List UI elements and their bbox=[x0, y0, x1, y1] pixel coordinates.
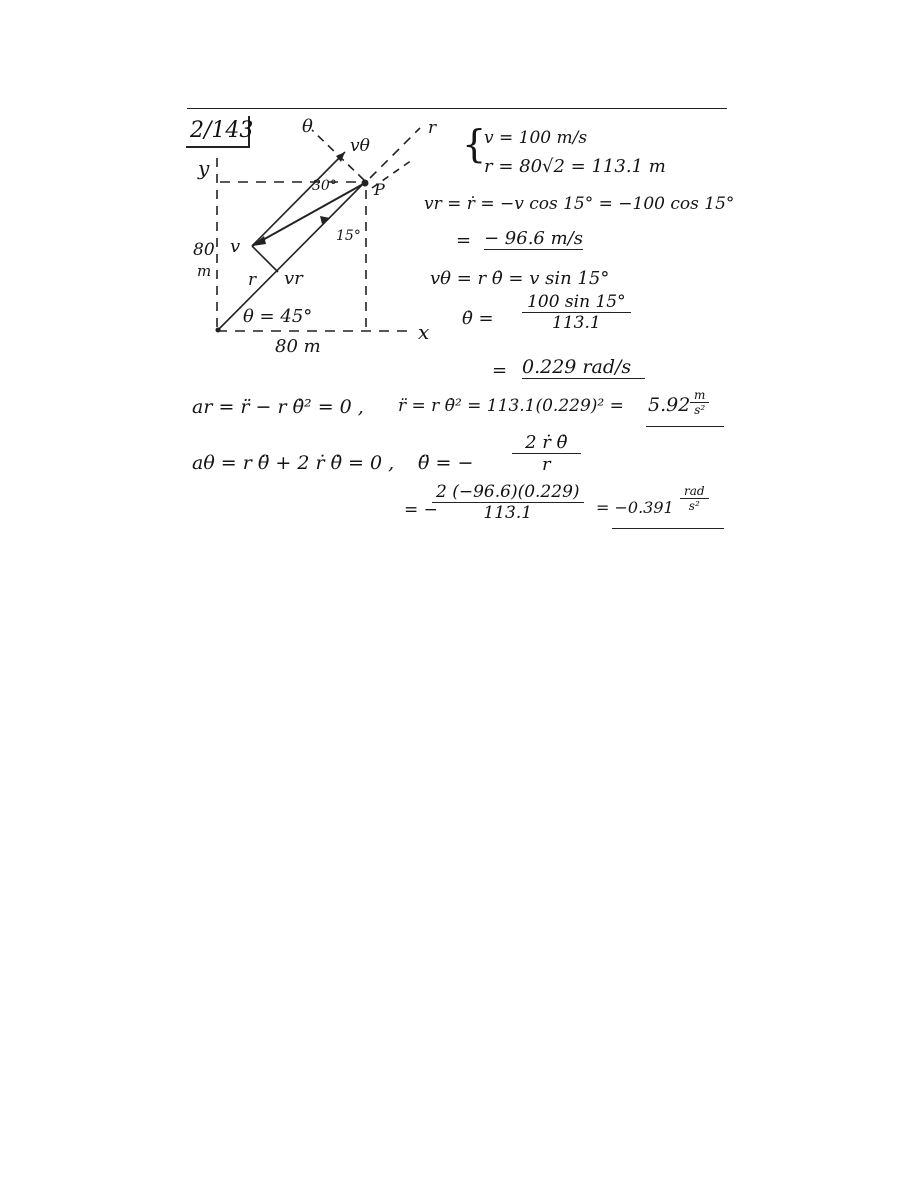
thetadot-equals: = bbox=[492, 360, 508, 381]
r-direction-line bbox=[370, 128, 420, 178]
origin-dot bbox=[216, 328, 221, 333]
height-value-label: 80 bbox=[193, 240, 215, 260]
angle-30-label: 30° bbox=[312, 178, 337, 194]
thetaddot-denominator: r bbox=[512, 453, 581, 475]
v-arrowhead bbox=[252, 236, 266, 246]
rddot-equation: r̈ = r θ̇² = 113.1(0.229)² = bbox=[398, 396, 624, 416]
rddot-unit-numerator: m bbox=[694, 388, 706, 402]
thetadot-fraction bbox=[522, 292, 631, 333]
atheta-equation: aθ = r θ̈ + 2 ṙ θ̇ = 0 , bbox=[192, 452, 395, 474]
thetaddot-numerator: 2 ṙ θ̇ bbox=[525, 432, 568, 453]
thetaddot-lhs: θ̈ = − bbox=[418, 452, 474, 474]
r-arrow-label: r bbox=[248, 270, 257, 290]
thetadot-result: 0.229 rad/s bbox=[522, 356, 645, 379]
final-value: = −0.391 bbox=[596, 498, 674, 517]
vr-equals: = bbox=[456, 230, 472, 251]
rddot-result: 5.92 bbox=[648, 394, 691, 416]
height-unit-label: m bbox=[197, 262, 212, 280]
problem-number: 2/143 bbox=[190, 118, 254, 143]
point-p-label: P bbox=[374, 180, 385, 199]
v-theta-label: vθ bbox=[350, 136, 370, 156]
given-brace: { bbox=[462, 122, 487, 166]
vtheta-equation: vθ = r θ̇ = v sin 15° bbox=[430, 268, 610, 289]
final-denominator: 113.1 bbox=[432, 502, 584, 523]
thetadot-denominator: 113.1 bbox=[522, 312, 631, 333]
vtheta-component bbox=[252, 152, 345, 246]
angle-15-label: 15° bbox=[336, 228, 361, 244]
y-axis-label: y bbox=[198, 156, 210, 180]
rddot-result-underline bbox=[646, 426, 724, 427]
rddot-unit bbox=[690, 388, 709, 417]
final-result-underline bbox=[612, 528, 724, 529]
point-p-dot bbox=[362, 180, 369, 187]
ar-equation: ar = r̈ − r θ̇² = 0 , bbox=[192, 396, 364, 418]
r-direction-label: r bbox=[428, 118, 437, 138]
final-unit bbox=[680, 484, 709, 513]
theta-direction-label: θ bbox=[302, 116, 313, 137]
vr-component bbox=[252, 246, 278, 272]
final-fraction bbox=[432, 482, 584, 523]
v-label: v bbox=[230, 236, 241, 257]
base-length-label: 80 m bbox=[275, 336, 321, 357]
given-velocity: v = 100 m/s bbox=[484, 128, 588, 148]
final-numerator: 2 (−96.6)(0.229) bbox=[436, 482, 580, 502]
final-unit-denominator: s² bbox=[680, 498, 709, 513]
final-unit-numerator: rad bbox=[684, 484, 705, 498]
thetaddot-fraction bbox=[512, 432, 581, 475]
vr-equation: vr = ṙ = −v cos 15° = −100 cos 15° bbox=[424, 194, 735, 214]
thetadot-lhs: θ̇ = bbox=[462, 308, 494, 329]
v-r-label: vr bbox=[284, 268, 303, 289]
final-prefix: = − bbox=[404, 500, 438, 520]
x-axis-label: x bbox=[418, 320, 430, 344]
vr-result: − 96.6 m/s bbox=[484, 228, 583, 249]
theta-angle-label: θ = 45° bbox=[243, 306, 313, 327]
thetadot-numerator: 100 sin 15° bbox=[527, 292, 626, 312]
rddot-unit-denominator: s² bbox=[690, 402, 709, 417]
given-radius: r = 80√2 = 113.1 m bbox=[484, 156, 666, 177]
